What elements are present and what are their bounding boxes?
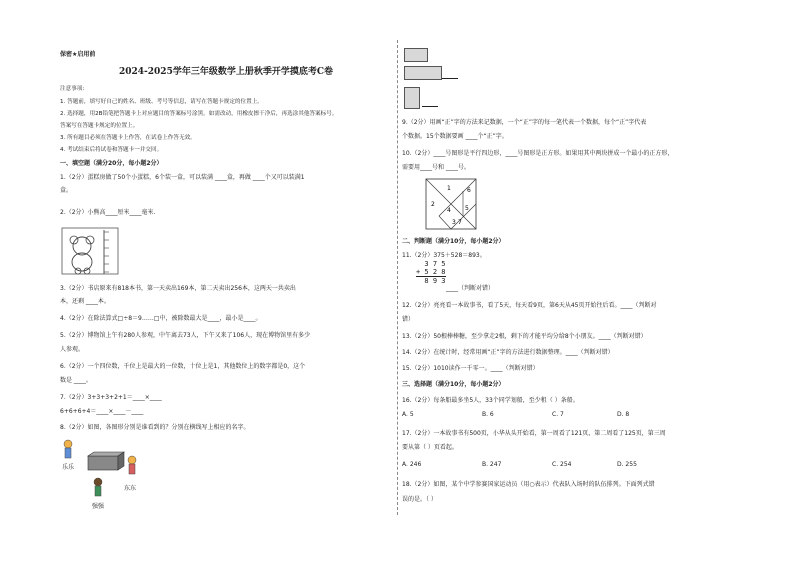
note-item: 2. 选择题，用2B铅笔把答题卡上对应题目的答案标号涂黑。如需改动，用橡皮擦干净后，再选涂其他答案标号。 [60,111,338,117]
vertical-addition [416,260,446,285]
question-11-tail: ____（判断对错） [446,285,495,292]
question-3: 3.（2分）书店原来有818本书，第一天卖出169本，第二天卖出256本，这两天一共卖出 [60,285,296,292]
note-item: 3. 所有题目必须在答题卡上作答，在试卷上作答无效。 [60,135,196,141]
q16-option-a: A. 5 [402,411,414,418]
q17-option-d: D. 255 [617,461,637,468]
page-title: 2024-2025学年三年级数学上册秋季开学摸底考C卷 [119,67,333,77]
question-4: 4.（2分）在除法算式□÷8＝9……□中，被除数最大是____，最小是____。 [60,315,262,322]
question-9: 9.（2分）用画“正”字的方法来记数据，一个“正”字的每一笔代表一个数据，每个“正”字代表 [402,119,647,126]
question-7: 7.（2分）3+3+3+2+1＝____×____ [60,394,162,401]
section-choice: 三、选择题（满分10分，每小题2分） [402,381,505,388]
section-fill-blank: 一、填空题（满分20分，每小题2分） [60,160,163,167]
q17-option-c: C. 254 [552,461,572,468]
question-5-cont: 人参观。 [60,346,85,353]
tangram-number: 7 [458,219,462,226]
question-10: 10.（2分）____号图形是平行四边形，____号图形是正方形。如果用其中两块拼成一个最小的正方形， [402,150,674,157]
scene-label-dongdong: 东东 [124,485,137,492]
answer-shape-3 [404,87,420,109]
tangram-number: 3 [452,219,456,226]
question-6-cont: 数是 ____。 [60,377,92,384]
tangram-number: 4 [447,207,451,214]
scene-label-lele: 乐乐 [62,464,75,471]
tangram-figure [425,178,477,230]
section-judge: 二、判断题（满分10分，每小题2分） [402,238,505,245]
answer-shape-2 [404,66,442,80]
question-1-cont: 盒。 [60,187,73,194]
note-item: 4. 考试结束后将试卷和答题卡一并交回。 [60,147,163,153]
question-15: 15.（2分）1010读作一千零一。____（判断对错） [402,365,539,372]
question-3-cont: 本，还剩 ____本。 [60,298,110,305]
q17-option-b: B. 247 [482,461,502,468]
q16-option-b: B. 6 [482,411,494,418]
q17-option-a: A. 246 [402,461,422,468]
question-6: 6.（2分）一个四位数，千位上是最大的一位数，十位上是1，其他数位上的数字都是0，这个 [60,363,306,370]
question-9-cont: 个数据。15个数据要画 ____个“正”字。 [402,133,508,140]
question-12-cont: 错） [402,316,415,323]
addition-line: + 5 2 8 [416,268,446,276]
question-12: 12.（2分）亮亮看一本故事书，看了5天，每天看9页，第6天从45页开始往后看。____（判断对 [402,302,657,309]
q16-option-d: D. 8 [617,411,630,418]
bear-ruler-figure [60,226,120,276]
question-1: 1.（2分）蛋糕房做了50个小蛋糕，6个装一盒，可以装满 ____盒，再做 ____个又可以装满1 [60,174,305,181]
question-10-cont: 需要用____号和 ____号。 [402,164,470,171]
column-divider [397,40,398,515]
answer-shape-1 [404,48,428,62]
tangram-number: 1 [447,185,451,192]
question-17: 17.（2分）一本故事书有500页，小华从头开始看，第一周看了121页，第二周看了125页，第三周 [402,430,666,437]
tangram-number: 6 [467,187,471,194]
question-2: 2.（2分）小熊高____厘米____毫米. [60,209,156,216]
question-16: 16.（2分）每条船最多坐5人，33个同学划船，至少租（ ）条船。 [402,397,579,404]
question-17-cont: 要从第（ ）页看起。 [402,444,458,451]
question-18: 18.（2分）如图，某个中学参赛国家运动员（用○表示）代表队入场时的队伍排列。下面列式错 [402,481,655,488]
question-14: 14.（2分）在统计时，经常用画“正”字的方法进行数据整理。____（判断对错） [402,349,614,356]
question-5: 5.（2分）博物馆上午有280人参观，中午离去73人，下午又来了106人，现在博物馆里有多少 [60,332,311,339]
scene-label-qiangqiang: 强强 [92,503,105,510]
question-13: 13.（2分）50根棒棒糖，至少拿走2根，剩下的才能平均分给8个小朋友。____（判断对错） [402,333,647,340]
secret-label: 保密★启用前 [60,51,96,58]
question-8: 8.（2分）如图，各图形分别是谁看到的？分别在横线写上相应的名字。 [60,424,250,431]
question-7-cont: 6+6+6+4＝____×____－____ [60,408,144,415]
answer-line-2 [422,104,438,107]
note-item: 1. 答题前，填写好自己的姓名、班级、考号等信息，请写在答题卡规定的位置上。 [60,99,263,105]
addition-line: 8 9 3 [416,277,446,285]
tangram-number: 5 [465,205,469,212]
note-item: 答案写在答题卡规定的位置上。 [60,123,139,129]
q16-option-c: C. 7 [552,411,564,418]
question-18-cont: 误的是。（ ） [402,496,437,503]
question-11: 11.（2分）375＋528＝893。 [402,252,486,259]
answer-line-1 [442,76,458,79]
notes-heading: 注意事项: [60,86,85,92]
tangram-number: 2 [431,201,435,208]
viewing-scene-figure [60,432,150,512]
addition-line: 3 7 5 [416,260,446,268]
